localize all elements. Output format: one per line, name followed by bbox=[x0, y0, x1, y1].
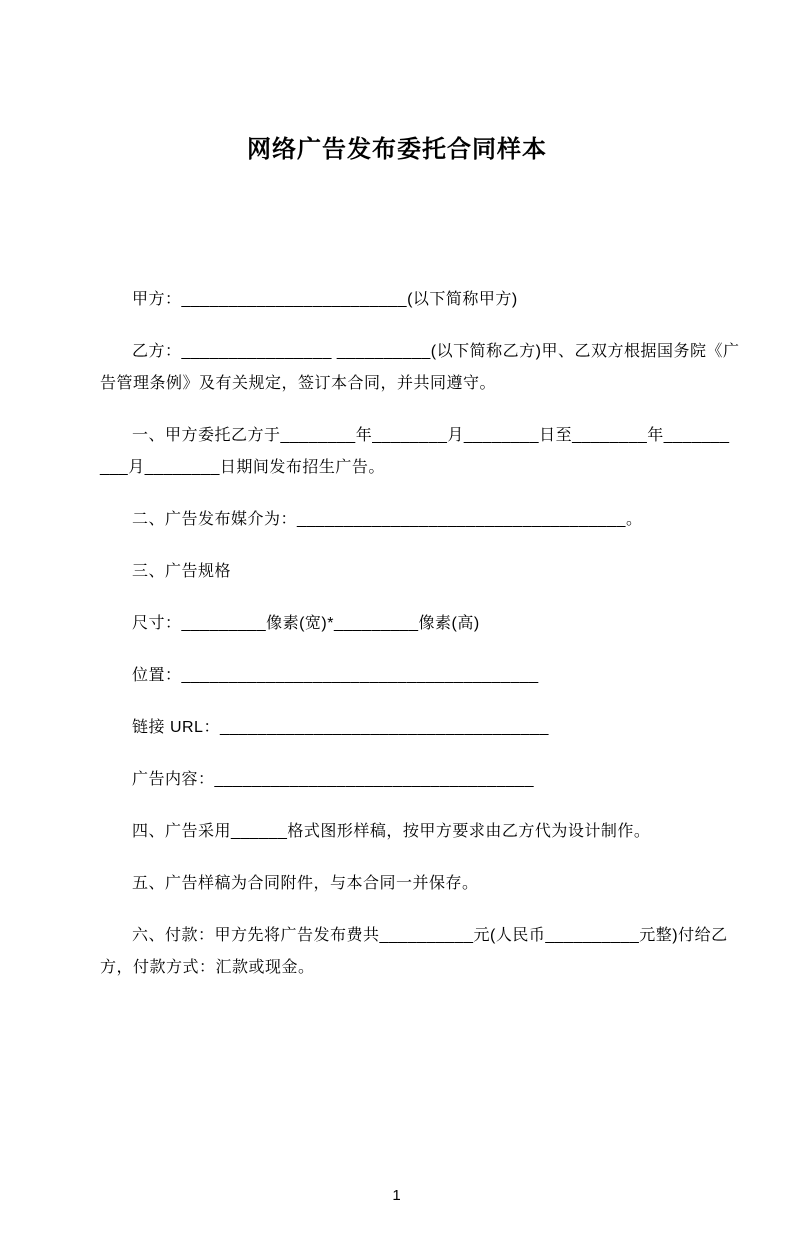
text-line-spec-content: 广告内容：__________________________________ bbox=[132, 771, 535, 788]
text-line-spec-position: 位置：______________________________________ bbox=[132, 667, 539, 684]
paragraph-party-b bbox=[100, 336, 740, 400]
text-line-clause-6-1: 六、付款：甲方先将广告发布费共__________元(人民币__________元整)付给乙 bbox=[132, 927, 728, 944]
text-line-party-b-2: 告管理条例》及有关规定，签订本合同，并共同遵守。 bbox=[100, 375, 497, 392]
paragraph-clause-3 bbox=[100, 556, 694, 588]
text-line-party-a: 甲方：________________________(以下简称甲方) bbox=[132, 291, 518, 308]
text-line-spec-size: 尺寸：_________像素(宽)*_________像素(高) bbox=[132, 615, 480, 632]
text-line-clause-3: 三、广告规格 bbox=[132, 563, 232, 580]
paragraph-clause-2 bbox=[100, 504, 694, 536]
paragraph-spec-size bbox=[100, 608, 694, 640]
text-line-spec-url: 链接 URL：___________________________________ bbox=[132, 719, 549, 736]
paragraph-spec-content bbox=[100, 764, 694, 796]
text-line-clause-5: 五、广告样稿为合同附件，与本合同一并保存。 bbox=[132, 875, 479, 892]
paragraph-clause-5 bbox=[100, 868, 694, 900]
paragraph-clause-1 bbox=[100, 420, 730, 484]
paragraph-clause-6 bbox=[100, 920, 728, 984]
text-line-clause-1-2: ___月________日期间发布招生广告。 bbox=[100, 459, 385, 476]
paragraph-spec-url bbox=[100, 712, 694, 744]
text-line-party-b-1: 乙方：________________ __________(以下简称乙方)甲、乙双方根据国务院《广 bbox=[132, 343, 740, 360]
paragraph-clause-4 bbox=[100, 816, 694, 848]
text-line-clause-1-1: 一、甲方委托乙方于________年________月________日至________年_______ bbox=[132, 427, 730, 444]
document-title: 网络广告发布委托合同样本 bbox=[247, 136, 547, 163]
paragraph-spec-position bbox=[100, 660, 694, 692]
document-page bbox=[0, 132, 793, 1254]
page-number: 1 bbox=[392, 1187, 401, 1204]
text-line-clause-6-2: 方，付款方式：汇款或现金。 bbox=[100, 959, 315, 976]
paragraph-party-a bbox=[100, 284, 694, 316]
text-line-clause-4: 四、广告采用______格式图形样稿，按甲方要求由乙方代为设计制作。 bbox=[132, 823, 651, 840]
text-line-clause-2: 二、广告发布媒介为：___________________________________。 bbox=[132, 511, 643, 528]
